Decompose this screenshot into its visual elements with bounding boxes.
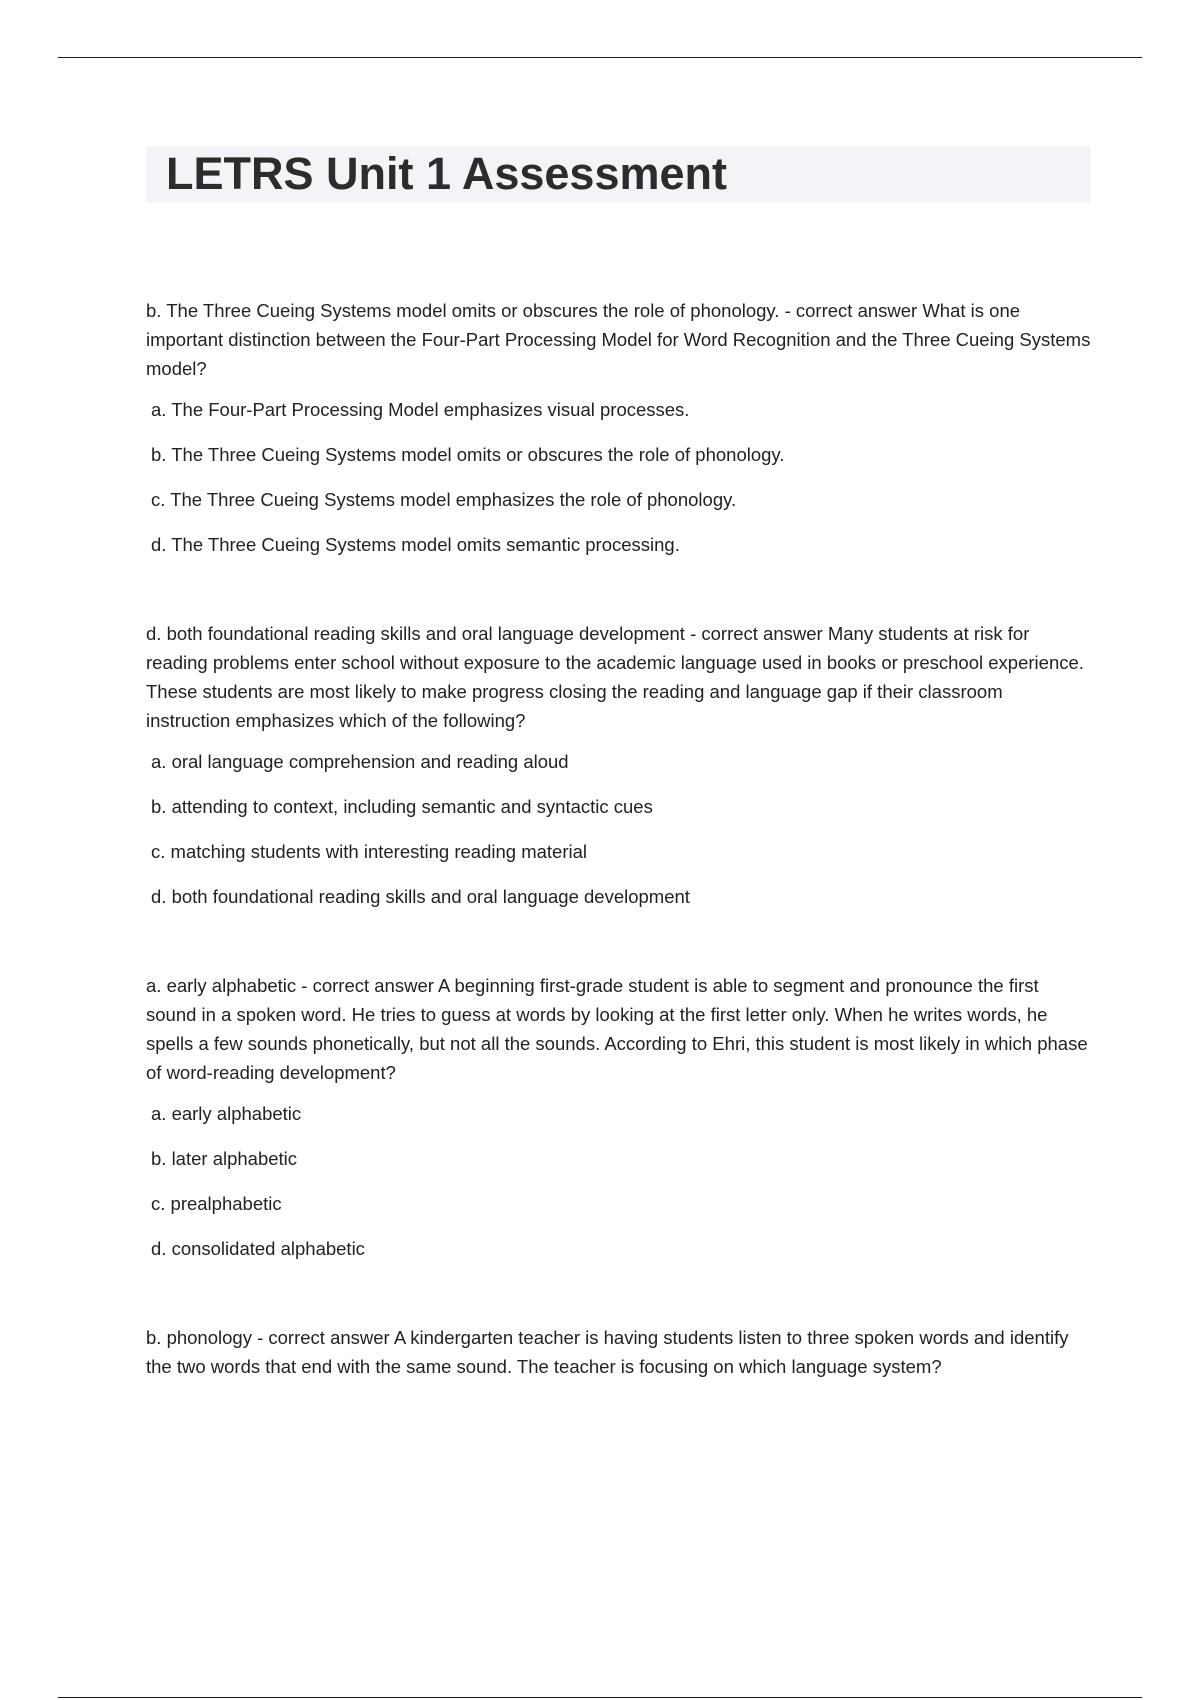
option-list	[146, 1099, 1092, 1263]
title-band	[146, 146, 1090, 202]
question-block	[146, 296, 1092, 559]
option-item: a. oral language comprehension and reading aloud	[151, 751, 569, 772]
option-item: b. later alphabetic	[151, 1148, 298, 1169]
question-block	[146, 971, 1092, 1263]
option-item: b. The Three Cueing Systems model omits or obscures the role of phonology.	[151, 444, 785, 465]
top-rule	[58, 57, 1142, 58]
question-text: b. phonology - correct answer A kindergarten teacher is having students listen to three spoken words and identify the two words that end with the same sound. The teacher is focusing on which language system?	[146, 1327, 1069, 1377]
question-text: d. both foundational reading skills and oral language development - correct answer Many students at risk for reading problems enter school without exposure to the academic language used in books or preschool experience. These students are most likely to make progress closing the reading and language gap if their classroom instruction emphasizes which of the following?	[146, 623, 1084, 731]
question-text: b. The Three Cueing Systems model omits or obscures the role of phonology. - correct answer What is one important distinction between the Four-Part Processing Model for Word Recognition and the Three Cueing Systems model?	[146, 300, 1091, 379]
option-item: d. The Three Cueing Systems model omits semantic processing.	[151, 534, 680, 555]
option-item: b. attending to context, including semantic and syntactic cues	[151, 796, 653, 817]
option-item: a. The Four-Part Processing Model emphasizes visual processes.	[151, 399, 690, 420]
option-item: c. matching students with interesting reading material	[151, 841, 587, 862]
option-item: a. early alphabetic	[151, 1103, 302, 1124]
question-block	[146, 1323, 1092, 1381]
option-item: c. prealphabetic	[151, 1193, 282, 1214]
option-item: d. both foundational reading skills and oral language development	[151, 886, 690, 907]
question-block	[146, 619, 1092, 911]
document-body	[146, 296, 1092, 1441]
option-item: c. The Three Cueing Systems model emphasizes the role of phonology.	[151, 489, 737, 510]
question-text: a. early alphabetic - correct answer A beginning first-grade student is able to segment and pronounce the first sound in a spoken word. He tries to guess at words by looking at the first letter only. When he writes words, he spells a few sounds phonetically, but not all the sounds. According to Ehri, this student is most likely in which phase of word-reading development?	[146, 975, 1088, 1083]
option-list	[146, 747, 1092, 911]
bottom-rule	[58, 1697, 1142, 1698]
option-list	[146, 395, 1092, 559]
page-title: LETRS Unit 1 Assessment	[166, 148, 727, 199]
option-item: d. consolidated alphabetic	[151, 1238, 365, 1259]
